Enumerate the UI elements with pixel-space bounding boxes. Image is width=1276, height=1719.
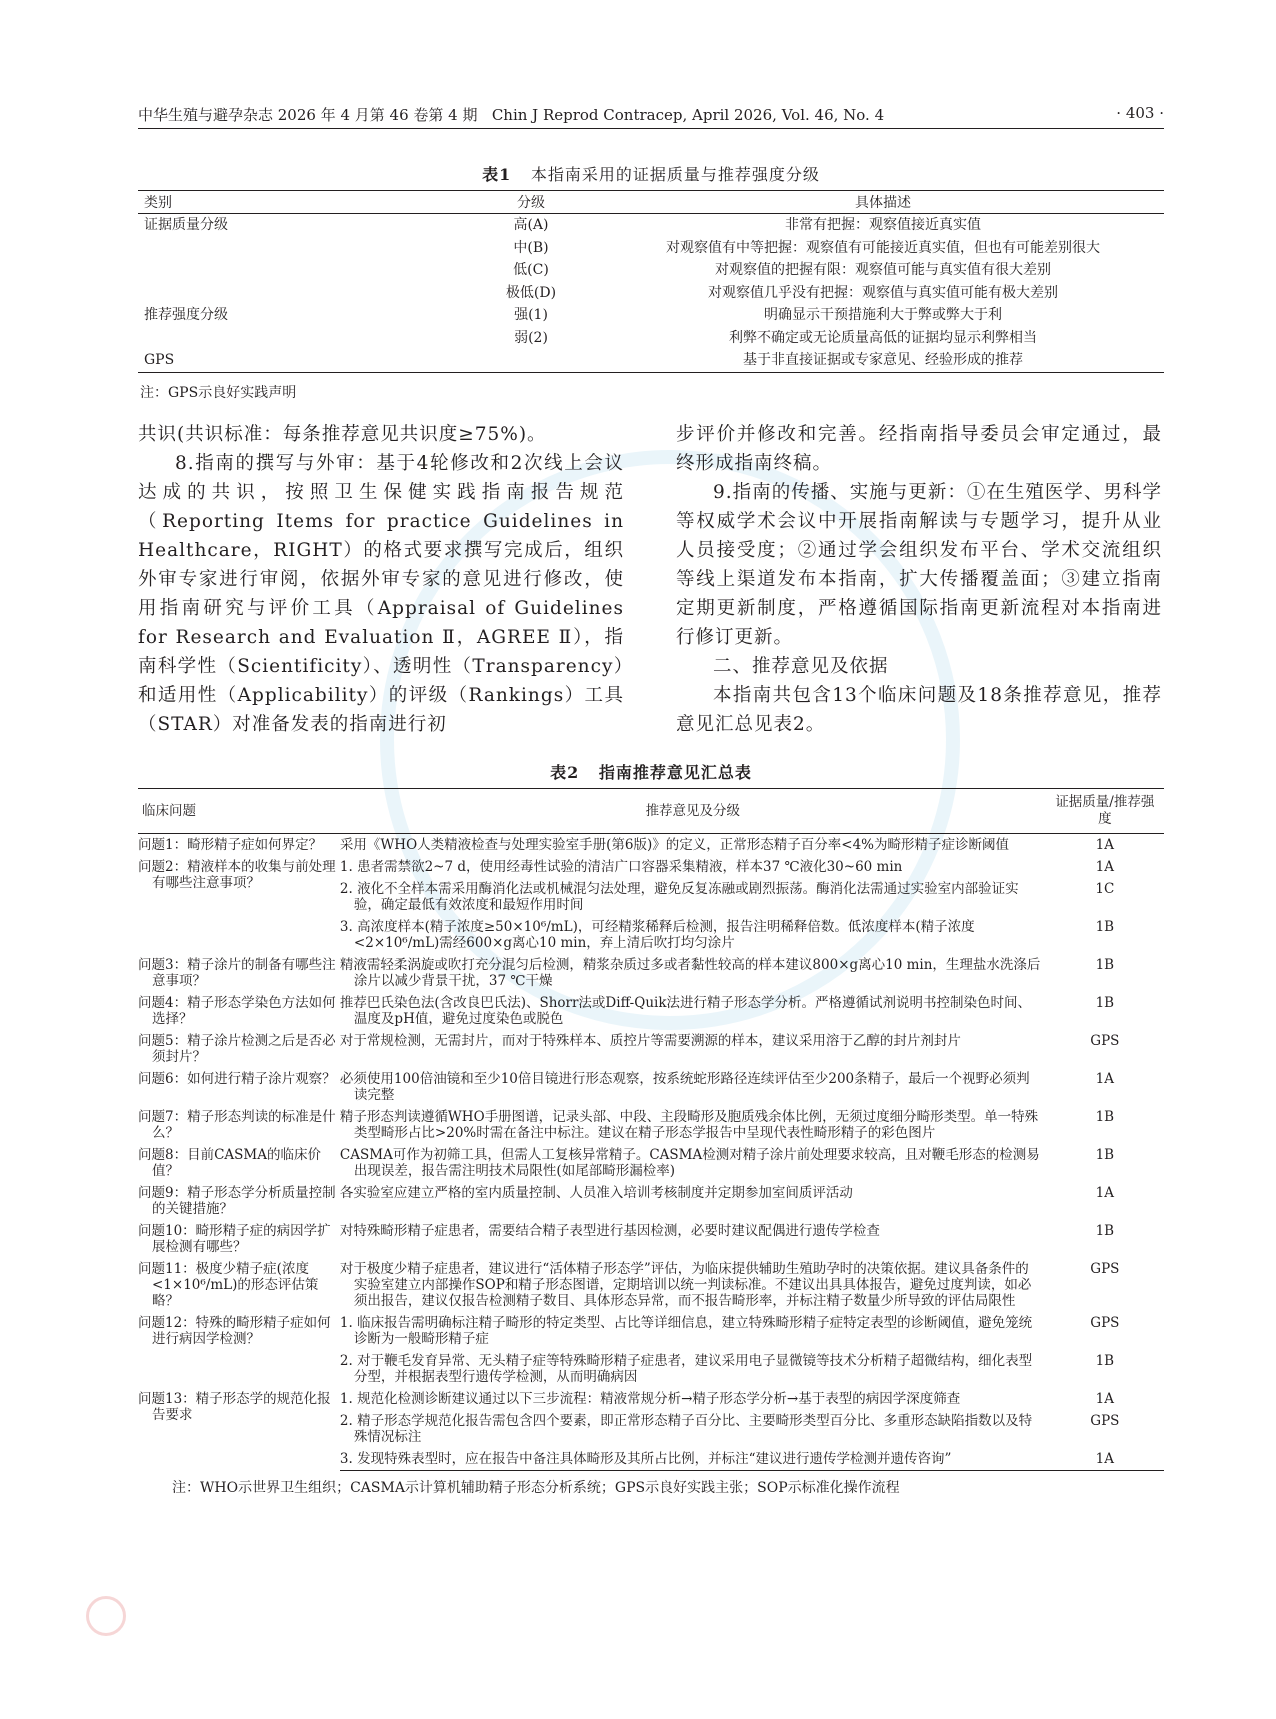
table1-caption (138, 162, 1164, 185)
table-row (138, 1312, 1164, 1350)
table-cell: 高(A) (513, 217, 549, 233)
table-cell (138, 237, 460, 260)
table-cell: 强(1) (514, 307, 548, 323)
page-number: · 403 · (1116, 104, 1164, 122)
table-cell: 对观察值几乎没有把握：观察值与真实值可能有极大差别 (708, 284, 1058, 301)
table2-caption (138, 760, 1164, 783)
table-row (138, 1220, 1164, 1258)
table-row (138, 349, 1164, 372)
evidence-grade: 1A (1046, 1448, 1164, 1471)
evidence-grade: 1B (1095, 1353, 1115, 1369)
evidence-grade: 1B (1095, 1223, 1115, 1239)
table-row (138, 1258, 1164, 1312)
recommendation-text: CASMA可作为初筛工具，但需人工复核异常精子。CASMA检测对精子涂片前处理要求较高，且对鞭毛形态的检测易出现误差，报告需注明技术局限性(如尾部畸形漏检率) (339, 1147, 1040, 1179)
table2-header-row (138, 789, 1164, 834)
table-row (138, 1388, 1164, 1410)
table-cell: 证据质量分级 (144, 217, 228, 233)
clinical-question: 问题11：极度少精子症(浓度<1×10⁶/mL)的形态评估策略？ (138, 1261, 319, 1309)
clinical-question: 问题13：精子形态学的规范化报告要求 (138, 1391, 331, 1423)
clinical-question: 问题2：精液样本的收集与前处理有哪些注意事项？ (138, 859, 336, 891)
table-row (138, 1106, 1164, 1144)
recommendation-text: 3. 高浓度样本(精子浓度≥50×10⁶/mL)，可经精浆稀释后检测，报告注明稀释倍数。低浓度样本(精子浓度<2×10⁶/mL)需经600×g离心10 min，弃上清后吹打均匀涂片 (339, 919, 975, 951)
clinical-question: 问题5：精子涂片检测之后是否必须封片？ (138, 1033, 336, 1065)
journal-name-en: Chin J Reprod Contracep, April 2026, Vol. 46, No. 4 (491, 106, 885, 124)
table-cell: 中(B) (513, 239, 549, 256)
recommendation-text: 推荐巴氏染色法(含改良巴氏法)、Shorr法或Diff-Quik法进行精子形态学分析。严格遵循试剂说明书控制染色时间、温度及pH值，避免过度染色或脱色 (339, 995, 1032, 1027)
publisher-logo (86, 1596, 126, 1636)
table-cell (138, 259, 460, 282)
clinical-question: 问题12：特殊的畸形精子症如何进行病因学检测？ (138, 1315, 331, 1347)
table-cell: 对观察值有中等把握：观察值有可能接近真实值，但也有可能差别很大 (666, 239, 1100, 256)
recommendation-text: 1. 临床报告需明确标注精子畸形的特定类型、占比等详细信息，建立特殊畸形精子症特定表型的诊断阈值，避免笼统诊断为一般畸形精子症 (339, 1315, 1033, 1347)
paragraph: 共识(共识标准：每条推荐意见共识度≥75%)。 (138, 424, 547, 445)
table2-header-grade: 证据质量/推荐强度 (1046, 789, 1164, 834)
journal-name-cn: 中华生殖与避孕杂志 2026 年 4 月第 46 卷第 4 期 (138, 106, 478, 124)
paragraph: 8.指南的撰写与外审：基于4轮修改和2次线上会议达成的共识，按照卫生保健实践指南报告规范（Reporting Items for practice Guidelines in Healthcare，RIGHT）的格式要求撰写完成后，组织外审专家进行审阅，依据外审专家的意见进行修改，使用指南研究与评价工具（Appraisal of Guidelines for Research and Evaluation Ⅱ，AGREE Ⅱ），指南科学性（Scientificity）、透明性（Transparency）和适用性（Applicability）的评级（Rankings）工具（STAR）对准备发表的指南进行初 (138, 453, 624, 735)
table-row (138, 282, 1164, 305)
table2-note: 注：WHO示世界卫生组织；CASMA示计算机辅助精子形态分析系统；GPS示良好实践主张；SOP示标准化操作流程 (172, 1480, 900, 1496)
evidence-grade: GPS (1090, 1413, 1120, 1429)
table1-evidence-grades (138, 190, 1164, 373)
evidence-grade: 1A (1095, 859, 1115, 875)
paragraph: 9.指南的传播、实施与更新：①在生殖医学、男科学等权威学术会议中开展指南解读与专题学习，提升从业人员接受度；②通过学会组织发布平台、学术交流组织等线上渠道发布本指南，扩大传播覆盖面；③建立指南定期更新制度，严格遵循国际指南更新流程对本指南进行修订更新。 (676, 482, 1162, 648)
table-row (138, 304, 1164, 327)
recommendation-text: 2. 液化不全样本需采用酶消化法或机械混匀法处理，避免反复冻融或剧烈振荡。酶消化法需通过实验室内部验证实验，确定最低有效浓度和最短作用时间 (339, 881, 1019, 913)
table-cell (138, 282, 460, 305)
clinical-question: 问题9：精子形态学分析质量控制的关键措施？ (138, 1185, 336, 1217)
table1-header-row (138, 191, 1164, 214)
table1-header-grade: 分级 (460, 191, 602, 214)
table-row (138, 259, 1164, 282)
evidence-grade: 1A (1095, 837, 1115, 853)
clinical-question: 问题10：畸形精子症的病因学扩展检测有哪些？ (138, 1223, 331, 1255)
table1-note: 注：GPS示良好实践声明 (140, 385, 297, 401)
evidence-grade: 1A (1095, 1185, 1115, 1201)
table1-title: 本指南采用的证据质量与推荐强度分级 (530, 165, 820, 184)
table1-header-category: 类别 (138, 191, 460, 214)
table2-recommendations (138, 788, 1164, 1471)
table-cell: 极低(D) (505, 284, 557, 301)
table-cell: 非常有把握：观察值接近真实值 (785, 217, 981, 233)
table2-body (138, 834, 1164, 1471)
table2-label: 表2 (550, 763, 580, 782)
evidence-grade: GPS (1090, 1315, 1120, 1331)
paragraph: 本指南共包含13个临床问题及18条推荐意见，推荐意见汇总见表2。 (676, 685, 1162, 735)
table-cell (138, 327, 460, 350)
recommendation-text: 精液需轻柔涡旋或吹打充分混匀后检测，精浆杂质过多或者黏性较高的样本建议800×g离心10 min，生理盐水洗涤后涂片以减少背景干扰，37 ℃干燥 (339, 957, 1041, 989)
recommendation-text: 各实验室应建立严格的室内质量控制、人员准入培训考核制度并定期参加室间质评活动 (339, 1185, 853, 1201)
recommendation-text: 2. 对于鞭毛发育异常、无头精子症等特殊畸形精子症患者，建议采用电子显微镜等技术分析精子超微结构，细化表型分型，并根据表型行遗传学检测，从而明确病因 (339, 1353, 1033, 1385)
table-row (138, 1030, 1164, 1068)
evidence-grade: 1B (1095, 919, 1115, 935)
table-row (138, 237, 1164, 260)
evidence-grade: GPS (1090, 1261, 1120, 1277)
running-header (138, 104, 1164, 129)
recommendation-text: 1. 患者需禁欲2~7 d，使用经毒性试验的清洁广口容器采集精液，样本37 ℃液化30~60 min (339, 859, 903, 875)
evidence-grade: 1A (1095, 1391, 1115, 1407)
clinical-question: 问题6：如何进行精子涂片观察？ (138, 1071, 336, 1087)
table-row (138, 992, 1164, 1030)
evidence-grade: 1B (1095, 957, 1115, 973)
table-cell: 明确显示干预措施利大于弊或弊大于利 (764, 307, 1002, 323)
clinical-question: 问题8：目前CASMA的临床价值？ (138, 1147, 321, 1179)
table1-label: 表1 (482, 165, 512, 184)
clinical-question: 问题4：精子形态学染色方法如何选择？ (138, 995, 336, 1027)
table-row (138, 834, 1164, 857)
table-cell: 低(C) (513, 262, 549, 278)
body-column-left (138, 420, 624, 739)
recommendation-text: 对于常规检测，无需封片，而对于特殊样本、质控片等需要溯源的样本，建议采用溶于乙醇的封片剂封片 (339, 1033, 961, 1049)
table-cell: 推荐强度分级 (144, 307, 228, 323)
table-row (138, 214, 1164, 237)
recommendation-text: 必须使用100倍油镜和至少10倍目镜进行形态观察，按系统蛇形路径连续评估至少200条精子，最后一个视野必须判读完整 (339, 1071, 1030, 1103)
recommendation-text: 2. 精子形态学规范化报告需包含四个要素，即正常形态精子百分比、主要畸形类型百分比、多重形态缺陷指数以及特殊情况标注 (339, 1413, 1033, 1445)
recommendation-text: 3. 发现特殊表型时，应在报告中备注具体畸形及其所占比例，并标注“建议进行遗传学检测并遗传咨询” (340, 1448, 1046, 1471)
recommendation-text: 对特殊畸形精子症患者，需要结合精子表型进行基因检测，必要时建议配偶进行遗传学检查 (339, 1223, 880, 1239)
recommendation-text: 精子形态判读遵循WHO手册图谱，记录头部、中段、主段畸形及胞质残余体比例，无须过度细分畸形类型。单一特殊类型畸形占比>20%时需在备注中标注。建议在精子形态学报告中呈现代表性畸形精子的彩色图片 (339, 1109, 1039, 1141)
clinical-question: 问题7：精子形态判读的标准是什么？ (138, 1109, 336, 1141)
evidence-grade: GPS (1090, 1033, 1120, 1049)
clinical-question: 问题1：畸形精子症如何界定？ (138, 837, 323, 853)
evidence-grade: 1C (1095, 881, 1115, 897)
evidence-grade: 1A (1095, 1071, 1115, 1087)
recommendation-text: 对于极度少精子症患者，建议进行“活体精子形态学”评估，为临床提供辅助生殖助孕时的决策依据。建议具备条件的实验室建立内部操作SOP和精子形态图谱，定期培训以统一判读标准。不建议出具具体报告，避免过度判读，如必须出报告，建议仅报告检测精子数目、具体形态异常，而不报告畸形率，并标注精子数量少所导致的评估局限性 (339, 1261, 1032, 1309)
body-column-right (676, 420, 1162, 739)
table-cell (460, 349, 602, 372)
recommendation-text: 1. 规范化检测诊断建议通过以下三步流程：精液常规分析→精子形态学分析→基于表型的病因学深度筛查 (339, 1391, 961, 1407)
evidence-grade: 1B (1095, 995, 1115, 1011)
table2-header-recommendation: 推荐意见及分级 (340, 789, 1046, 834)
table-row (138, 954, 1164, 992)
table-cell: 弱(2) (514, 329, 548, 346)
table-cell: GPS (138, 349, 460, 372)
table2-title: 指南推荐意见汇总表 (598, 763, 752, 782)
section-heading: 二、推荐意见及依据 (713, 656, 889, 677)
table-cell: 利弊不确定或无论质量高低的证据均显示利弊相当 (729, 329, 1037, 346)
table-cell: 基于非直接证据或专家意见、经验形成的推荐 (602, 349, 1164, 372)
table-row (138, 856, 1164, 878)
table-row (138, 1144, 1164, 1182)
clinical-question: 问题3：精子涂片的制备有哪些注意事项？ (138, 957, 336, 989)
table-cell: 对观察值的把握有限：观察值可能与真实值有很大差别 (715, 262, 1051, 278)
table-row (138, 1068, 1164, 1106)
paragraph: 步评价并修改和完善。经指南指导委员会审定通过，最终形成指南终稿。 (676, 424, 1162, 474)
evidence-grade: 1B (1095, 1109, 1115, 1125)
table-row (138, 1182, 1164, 1220)
table-row (138, 327, 1164, 350)
table2-header-question: 临床问题 (138, 789, 340, 834)
recommendation-text: 采用《WHO人类精液检查与处理实验室手册(第6版)》的定义，正常形态精子百分率<4%为畸形精子症诊断阈值 (339, 837, 1009, 853)
table1-header-description: 具体描述 (602, 191, 1164, 214)
evidence-grade: 1B (1095, 1147, 1115, 1163)
